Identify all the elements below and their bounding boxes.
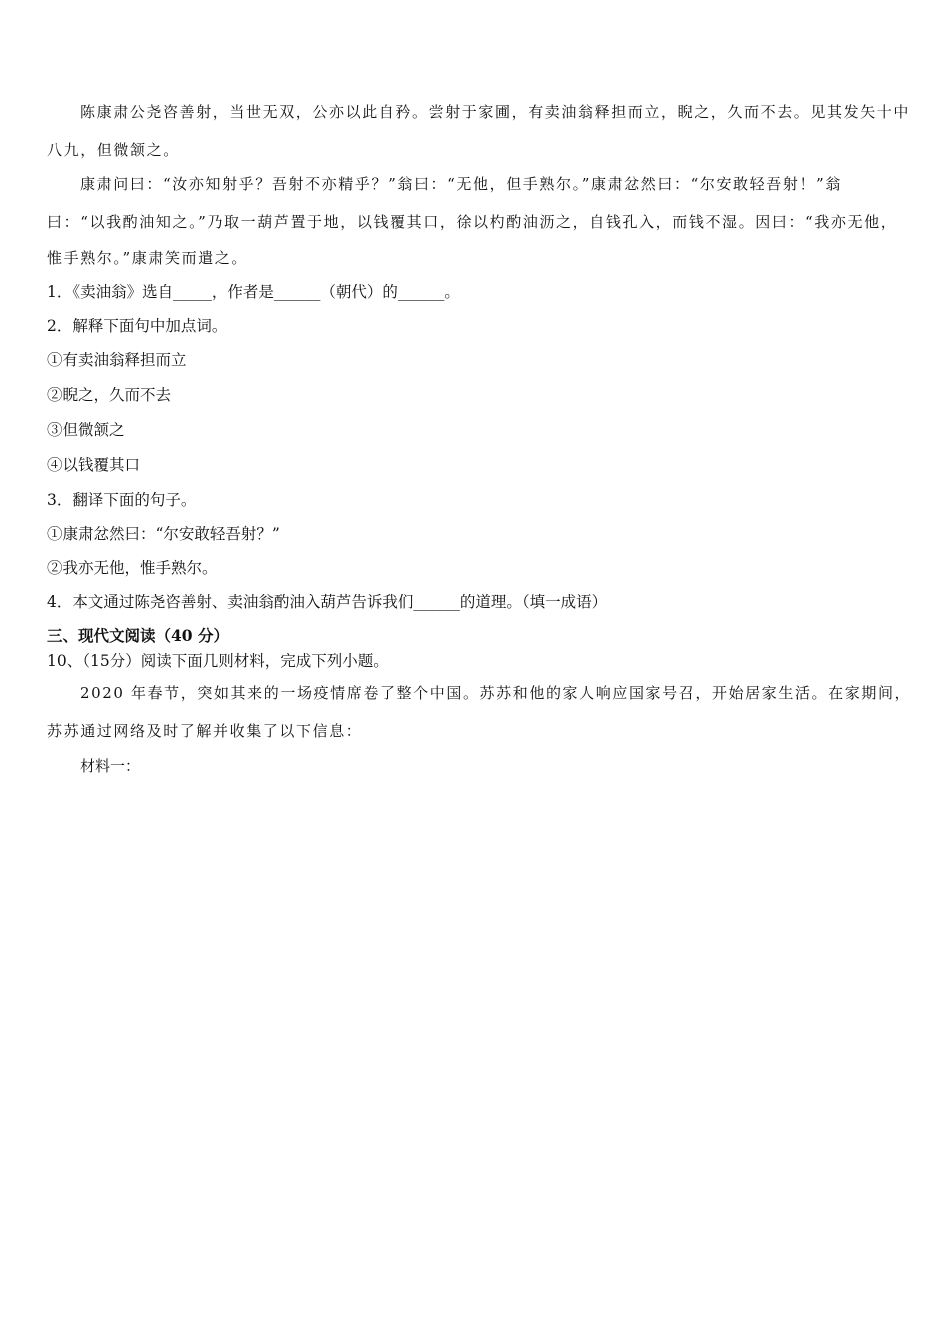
passage-paragraph-2-line-1: 康肃问曰：“汝亦知射乎？吾射不亦精乎？”翁曰：“无他，但手熟尔。”康肃忿然曰：“尔安敢轻吾射！”翁 — [80, 175, 842, 193]
question-2-item-1: ①有卖油翁释担而立 — [47, 351, 187, 369]
material-1-label: 材料一： — [80, 757, 141, 775]
section-3-intro-line-1: 2020 年春节，突如其来的一场疫情席卷了整个中国。苏苏和他的家人响应国家号召，开始居家生活。在家期间， — [80, 684, 912, 702]
passage-paragraph-1-line-1: 陈康肃公尧咨善射，当世无双，公亦以此自矜。尝射于家圃，有卖油翁释担而立，睨之，久而不去。见其发矢十中 — [80, 103, 911, 121]
question-4: 4．本文通过陈尧咨善射、卖油翁酌油入葫芦告诉我们______的道理。（填一成语） — [47, 593, 608, 611]
section-3-intro-line-2: 苏苏通过网络及时了解并收集了以下信息： — [47, 722, 363, 740]
section-3-heading: 三、现代文阅读（40 分） — [47, 626, 229, 645]
question-2-item-2: ②睨之，久而不去 — [47, 386, 172, 404]
question-1: 1．《卖油翁》选自_____，作者是______（朝代）的______。 — [47, 283, 460, 301]
question-3-item-2: ②我亦无他，惟手熟尔。 — [47, 559, 218, 577]
question-2: 2．解释下面句中加点词。 — [47, 317, 228, 335]
question-10: 10、（15分）阅读下面几则材料，完成下列小题。 — [47, 652, 389, 670]
question-2-item-3: ③但微颔之 — [47, 421, 125, 439]
passage-paragraph-2-line-2: 曰：“以我酌油知之。”乃取一葫芦置于地，以钱覆其口，徐以杓酌油沥之，自钱孔入，而钱不湿。因曰：“我亦无他， — [47, 213, 898, 231]
question-2-item-4: ④以钱覆其口 — [47, 456, 141, 474]
question-3: 3．翻译下面的句子。 — [47, 491, 197, 509]
passage-paragraph-2-line-3: 惟手熟尔。”康肃笑而遣之。 — [47, 249, 248, 267]
passage-paragraph-1-line-2: 八九，但微颔之。 — [47, 141, 180, 159]
question-3-item-1: ①康肃忿然曰：“尔安敢轻吾射？” — [47, 525, 280, 543]
